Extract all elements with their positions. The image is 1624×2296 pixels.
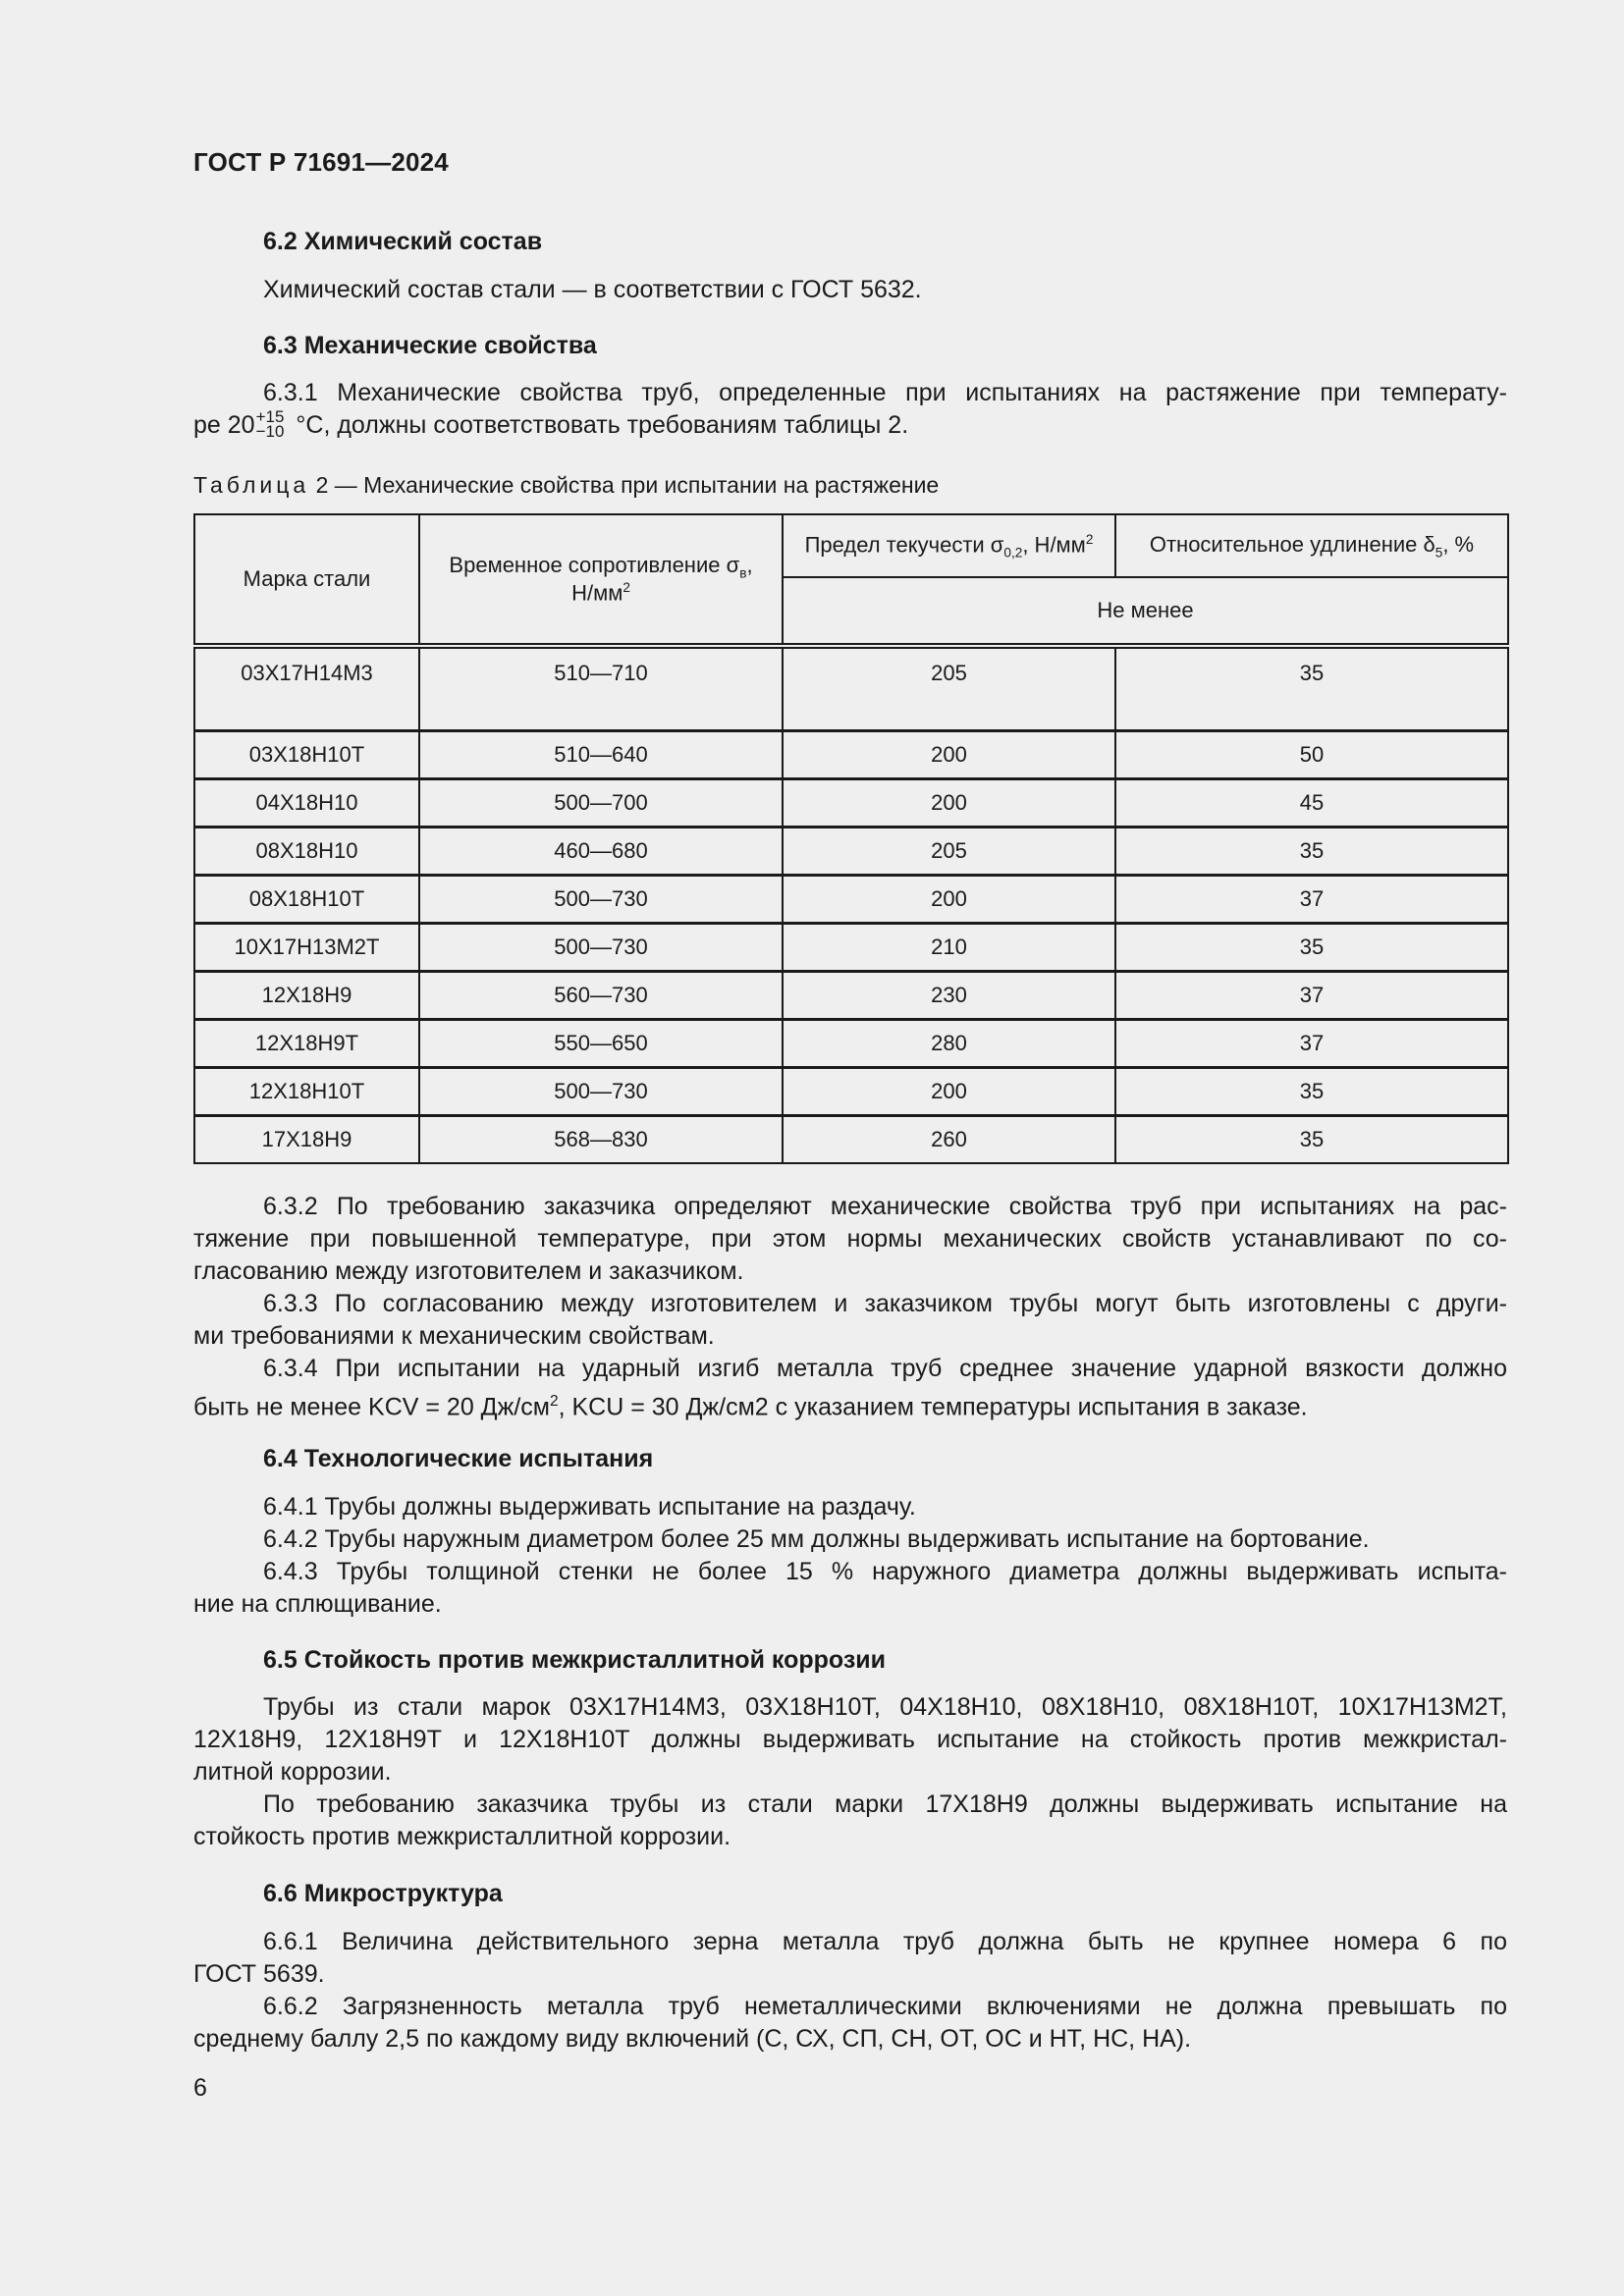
- table-row: 12Х18Н10Т 500—730 200 35: [194, 1068, 1508, 1116]
- paragraph-6-3-2: 6.3.2 По требованию заказчика определяют механические свойства труб при испытаниях на рас- тяжение при повышенной температуре, при этом нормы механических свойств устанавливают по со- гласованию между изготовителем и заказчиком.: [193, 1193, 1507, 1285]
- paragraph-6-5-1: Трубы из стали марок 03Х17Н14М3, 03Х18Н10Т, 04Х18Н10, 08Х18Н10, 08Х18Н10Т, 10Х17Н13М2Т, 12Х18Н9, 12Х18Н9Т и 12Х18Н10Т должны выдерживать испытание на стойкость против межкристал- литной коррозии.: [193, 1693, 1507, 1786]
- paragraph-6-4: 6.4.1 Трубы должны выдерживать испытание на раздачу. 6.4.2 Трубы наружным диаметром более 25 мм должны выдерживать испытание на бортование. 6.4.3 Трубы толщиной стенки не более 15 % наружного диаметра должны выдерживать испыта- ние на сплющивание.: [193, 1493, 1507, 1618]
- table-row: 12Х18Н9Т 550—650 280 37: [194, 1020, 1508, 1068]
- table-row: 04Х18Н10 500—700 200 45: [194, 779, 1508, 828]
- temperature-tolerance: +15 −10: [255, 407, 285, 442]
- table-row: 10Х17Н13М2Т 500—730 210 35: [194, 924, 1508, 972]
- paragraph-6-2: Химический состав стали — в соответствии с ГОСТ 5632.: [263, 276, 922, 303]
- section-heading-6-4: 6.4 Технологические испытания: [263, 1445, 654, 1472]
- table-caption: Таблица 2 — Механические свойства при испытании на растяжение: [193, 472, 940, 498]
- page-number: 6: [193, 2074, 207, 2102]
- header-yield-strength: Предел текучести $\sigma_{0,2}$, $Н/мм^2$: [783, 514, 1115, 577]
- document-code: ГОСТ Р 71691—2024: [193, 147, 449, 177]
- paragraph-6-3-4: 6.3.4 При испытании на ударный изгиб металла труб среднее значение ударной вязкости должно быть не менее KCV = 20 $Дж/см^2$, KCU = 30 Дж/см2 с указанием температуры испытания в заказе.: [193, 1355, 1507, 1421]
- table-row: 03Х18Н10Т 510—640 200 50: [194, 731, 1508, 779]
- section-heading-6-2: 6.2 Химический состав: [263, 228, 543, 255]
- section-heading-6-3: 6.3 Механические свойства: [263, 332, 597, 359]
- table-row: 17Х18Н9 568—830 260 35: [194, 1116, 1508, 1164]
- header-tensile-strength: Временное сопротивление $\sigma_в$, $Н/мм^2$: [419, 514, 783, 646]
- header-steel-grade: Марка стали: [194, 514, 419, 646]
- header-elongation: Относительное удлинение $\delta_5$, %: [1115, 514, 1508, 577]
- mechanical-properties-table: [193, 513, 1509, 1164]
- section-heading-6-6: 6.6 Микроструктура: [263, 1880, 503, 1907]
- paragraph-6-6-2: 6.6.2 Загрязненность металла труб неметаллическими включениями не должна превышать по среднему баллу 2,5 по каждому виду включений (С, СХ, СП, СН, ОТ, ОС и НТ, НС, НА).: [193, 1993, 1507, 2053]
- table-row: 08Х18Н10Т 500—730 200 37: [194, 876, 1508, 924]
- paragraph-6-3-3: 6.3.3 По согласованию между изготовителем и заказчиком трубы могут быть изготовлены с други- ми требованиями к механическим свойствам.: [193, 1290, 1507, 1350]
- table-row: 08Х18Н10 460—680 205 35: [194, 828, 1508, 876]
- table-row: 03Х17Н14М3 510—710 205 35: [194, 646, 1508, 731]
- paragraph-6-6-1: 6.6.1 Величина действительного зерна металла труб должна быть не крупнее номера 6 по ГОСТ 5639.: [193, 1928, 1507, 1988]
- table-row: 12Х18Н9 560—730 230 37: [194, 972, 1508, 1020]
- paragraph-6-5-2: По требованию заказчика трубы из стали марки 17Х18Н9 должны выдерживать испытание на стойкость против межкристаллитной коррозии.: [193, 1790, 1507, 1850]
- paragraph-6-3-1: 6.3.1 Механические свойства труб, определенные при испытаниях на растяжение при температу- ре 20 +15 −10 °С, должны соответствовать требованиям таблицы 2.: [193, 379, 1507, 442]
- header-min-note: Не менее: [783, 577, 1508, 646]
- section-heading-6-5: 6.5 Стойкость против межкристаллитной коррозии: [263, 1646, 886, 1674]
